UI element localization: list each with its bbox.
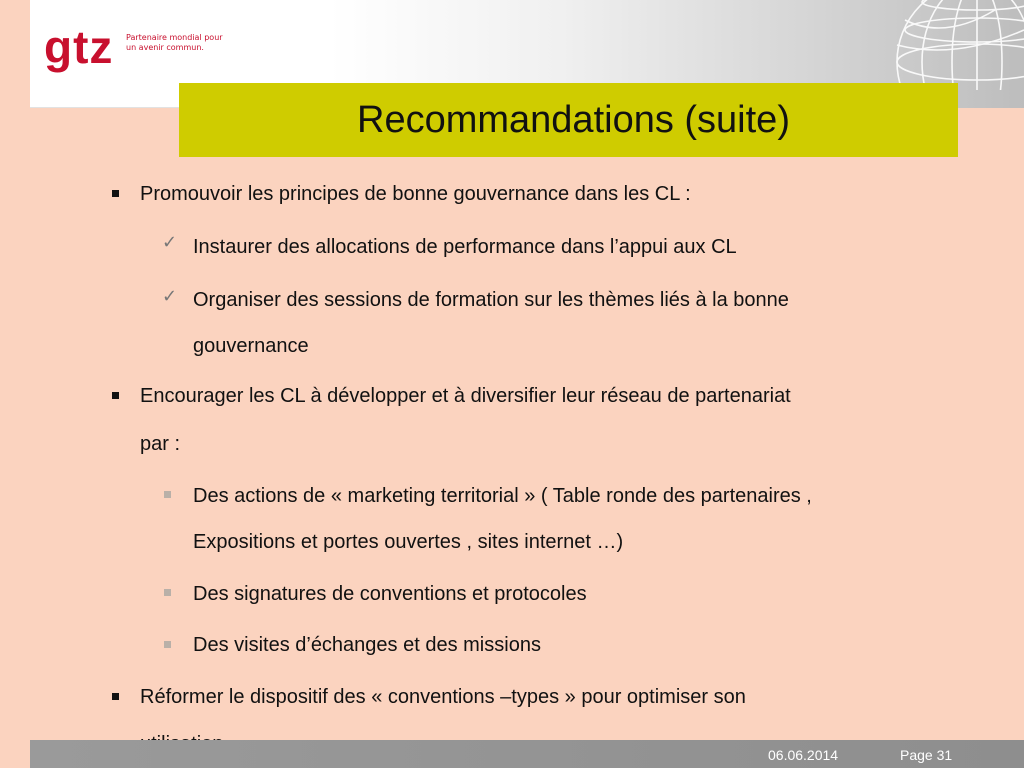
- square-bullet-icon: [112, 392, 119, 399]
- bullet-item-1: Promouvoir les principes de bonne gouvernance dans les CL :: [140, 183, 691, 205]
- check-icon: ✓: [162, 286, 178, 307]
- footer-date: 06.06.2014: [768, 747, 839, 763]
- slide-title: Recommandations (suite): [357, 98, 790, 141]
- square-bullet-icon: [164, 589, 171, 596]
- tagline-line-2: un avenir commun.: [126, 43, 204, 52]
- gtz-logo: gtz: [44, 21, 114, 73]
- check-item-1: Instaurer des allocations de performance dans l’appui aux CL: [193, 236, 737, 258]
- square-bullet-icon: [112, 190, 119, 197]
- check-item-2-line-2: gouvernance: [193, 335, 309, 357]
- sub-item-3: Des visites d’échanges et des missions: [193, 634, 541, 656]
- tagline-line-1: Partenaire mondial pour: [126, 33, 223, 42]
- bullet-item-2-line-2: par :: [140, 433, 181, 455]
- square-bullet-icon: [164, 491, 171, 498]
- bullet-item-3-line-1: Réformer le dispositif des « conventions –types » pour optimiser son: [140, 686, 746, 708]
- footer-page-number: Page 31: [900, 747, 953, 763]
- sub-item-1-line-2: Expositions et portes ouvertes , sites internet …): [193, 531, 624, 553]
- square-bullet-icon: [112, 693, 119, 700]
- check-item-2-line-1: Organiser des sessions de formation sur les thèmes liés à la bonne: [193, 289, 789, 311]
- sub-item-2: Des signatures de conventions et protocoles: [193, 583, 587, 605]
- sub-item-1-line-1: Des actions de « marketing territorial » ( Table ronde des partenaires ,: [193, 485, 812, 507]
- footer-bar: [0, 740, 1024, 768]
- square-bullet-icon: [164, 641, 171, 648]
- bullet-item-2-line-1: Encourager les CL à développer et à diversifier leur réseau de partenariat: [140, 385, 791, 407]
- check-icon: ✓: [162, 232, 178, 253]
